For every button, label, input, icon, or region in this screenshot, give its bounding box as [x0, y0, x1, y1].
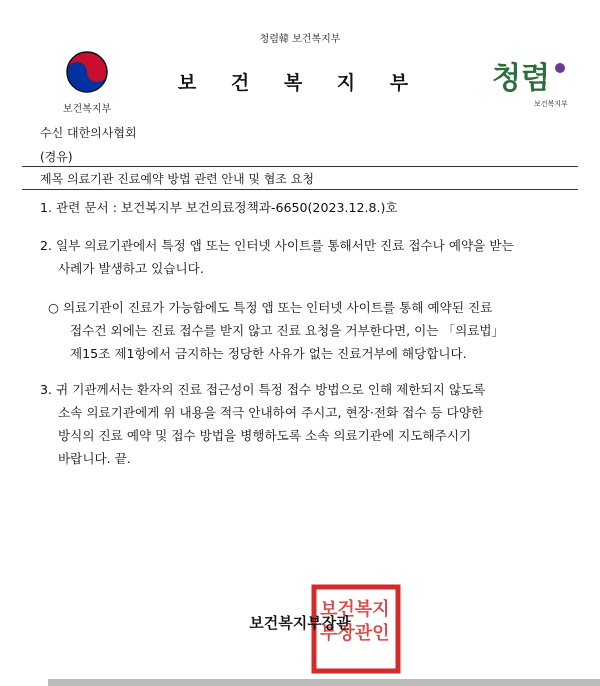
seal-text: 보건복지 부장관인: [320, 599, 390, 644]
bullet-line-2: 접수건 외에는 진료 접수를 받지 않고 진료 요청을 거부한다면, 이는 「의료법」: [70, 323, 505, 338]
integrity-slogan-logo: [490, 46, 570, 116]
integrity-logo-icon: [490, 46, 570, 116]
item-3-line-1: 3. 귀 기관께서는 환자의 진료 접근성이 특정 접수 방법으로 인해 제한되지 않도록: [40, 382, 486, 397]
subject-line: 제목 의료기관 진료예약 방법 관련 안내 및 협조 요청: [40, 172, 314, 186]
recipient-line: 수신 대한의사협회: [40, 126, 137, 140]
bullet-line-3: 제15조 제1항에서 금지하는 정당한 사유가 없는 진료거부에 해당합니다.: [70, 346, 467, 361]
sender-signature: 보건복지부장관: [249, 614, 351, 632]
item-3-line-2: 소속 의료기관에게 위 내용을 적극 안내하여 주시고, 현장·전화 접수 등 다양한: [58, 405, 484, 420]
ministry-title: 보 건 복 지 부: [177, 72, 423, 94]
item-3-line-3: 방식의 진료 예약 및 접수 방법을 병행하도록 소속 의료기관에 지도해주시기: [58, 428, 472, 443]
integrity-logo-subtext: 보건복지부: [534, 100, 568, 108]
logo-label: 보건복지부: [62, 104, 112, 115]
item-2-line-2: 사례가 발생하고 있습니다.: [58, 261, 204, 276]
item-1: 1. 관련 문서 : 보건복지부 보건의료정책과-6650(2023.12.8.)호: [40, 200, 398, 215]
bullet-line-1: ○ 의료기관이 진료가 가능함에도 특정 앱 또는 인터넷 사이트를 통해 예약된 진료: [48, 300, 493, 315]
divider-top: [22, 166, 578, 167]
header-slogan: 청렴韓 보건복지부: [259, 34, 341, 45]
divider-bottom: [22, 189, 578, 190]
integrity-logo-text: 청렴: [492, 61, 550, 96]
via-line: (경유): [40, 150, 73, 164]
item-3-line-4: 바랍니다. 끝.: [58, 451, 131, 466]
page-bottom-bar: [48, 679, 600, 686]
item-2-line-1: 2. 일부 의료기관에서 특정 앱 또는 인터넷 사이트를 통해서만 진료 접수나 예약을 받는: [40, 238, 514, 253]
